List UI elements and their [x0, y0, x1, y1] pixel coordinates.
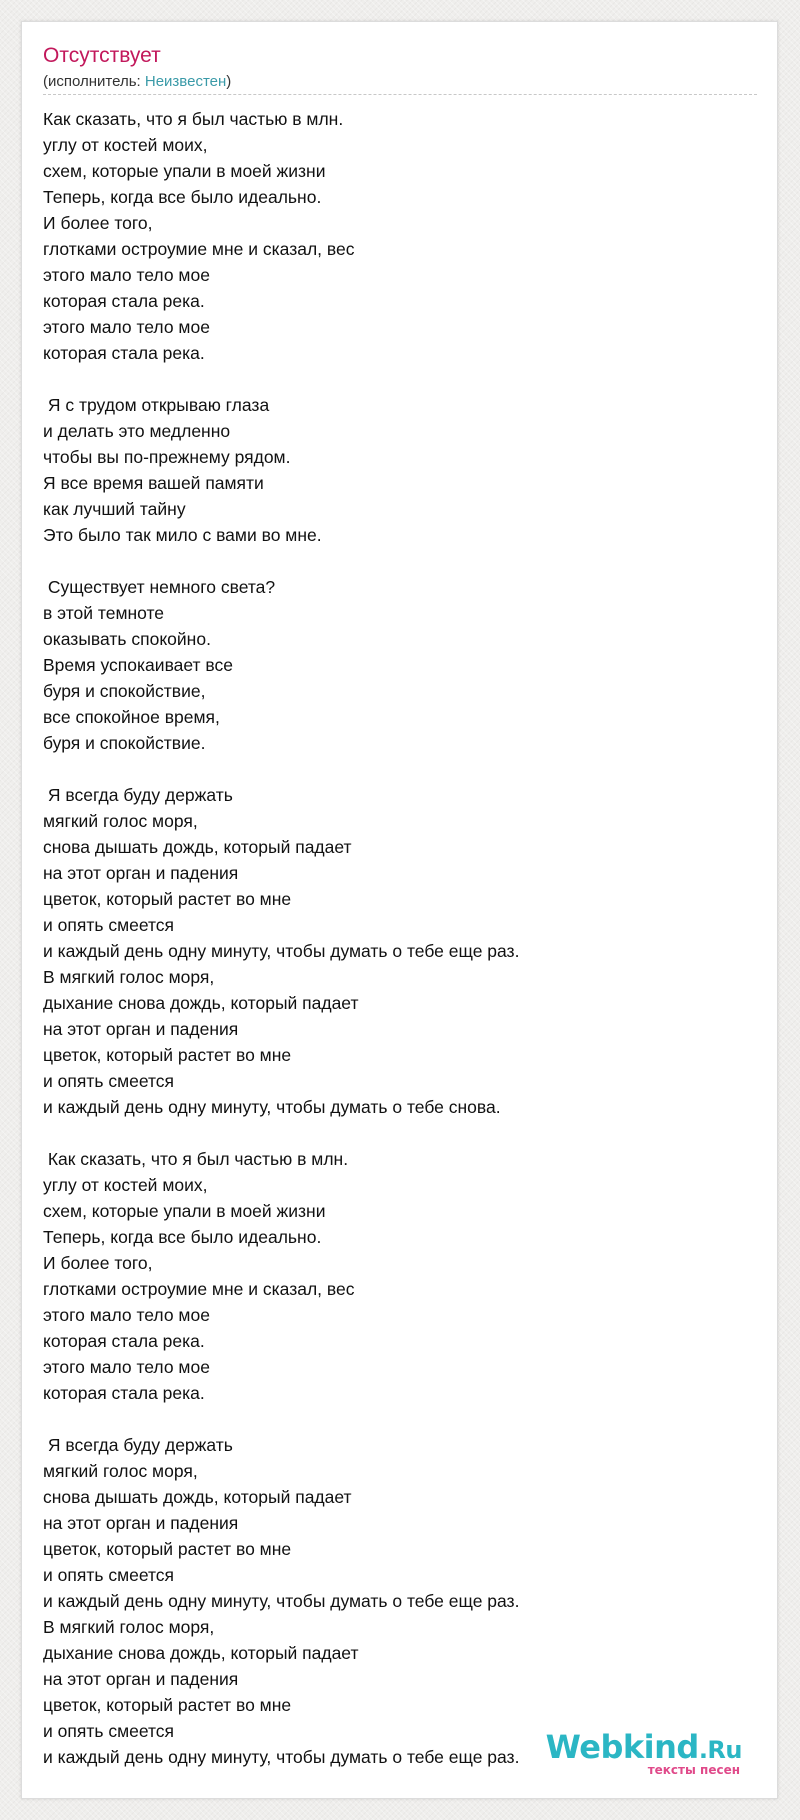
stanza-gap — [43, 756, 763, 782]
lyrics-line: на этот орган и падения — [43, 1019, 239, 1039]
lyrics-line: Как сказать, что я был частью в млн. — [43, 109, 344, 129]
lyrics-line: Время успокаивает все — [43, 655, 234, 675]
song-title: Отсутствует — [43, 44, 161, 67]
lyrics-line: В мягкий голос моря, — [43, 1617, 215, 1637]
lyrics-line: этого мало тело мое — [43, 1357, 210, 1377]
lyrics-line: Теперь, когда все было идеально. — [43, 1227, 322, 1247]
lyrics-line: все спокойное время, — [43, 707, 220, 727]
lyrics-line: и каждый день одну минуту, чтобы думать о тебе еще раз. — [43, 941, 520, 961]
lyrics-line: и делать это медленно — [43, 421, 231, 441]
artist-suffix: ) — [226, 73, 232, 90]
lyrics-line: и опять смеется — [43, 915, 175, 935]
lyrics-line: цветок, который растет во мне — [43, 1695, 292, 1715]
lyrics-line: на этот орган и падения — [43, 1669, 239, 1689]
lyrics-line: которая стала река. — [43, 343, 205, 363]
lyrics-line: схем, которые упали в моей жизни — [43, 1201, 326, 1221]
lyrics-line: на этот орган и падения — [43, 1513, 239, 1533]
lyrics-line: и опять смеется — [43, 1721, 175, 1741]
lyrics-line: этого мало тело мое — [43, 1305, 210, 1325]
lyrics-line: цветок, который растет во мне — [43, 1045, 292, 1065]
site-logo[interactable] — [546, 1730, 742, 1776]
lyrics-line: Я с трудом открываю глаза — [43, 395, 270, 415]
lyrics-line: и опять смеется — [43, 1071, 175, 1091]
lyrics-card — [21, 21, 778, 1799]
title-divider — [43, 94, 757, 95]
lyrics-line: Это было так мило с вами во мне. — [43, 525, 322, 545]
stanza-gap — [43, 1120, 763, 1146]
lyrics-line: дыхание снова дождь, который падает — [43, 993, 359, 1013]
lyrics-line: Существует немного света? — [43, 577, 276, 597]
artist-line — [43, 73, 231, 91]
lyrics-line: и опять смеется — [43, 1565, 175, 1585]
lyrics-line: цветок, который растет во мне — [43, 1539, 292, 1559]
logo-name: Webkind — [545, 1728, 699, 1766]
lyrics-line: снова дышать дождь, который падает — [43, 837, 352, 857]
lyrics-line: дыхание снова дождь, который падает — [43, 1643, 359, 1663]
artist-link[interactable]: Неизвестен — [144, 73, 227, 90]
lyrics-line: как лучший тайну — [43, 499, 186, 519]
lyrics-line: глотками остроумие мне и сказал, вес — [43, 239, 355, 259]
lyrics-line: схем, которые упали в моей жизни — [43, 161, 326, 181]
lyrics-line: И более того, — [43, 1253, 153, 1273]
lyrics-line: этого мало тело мое — [43, 265, 210, 285]
lyrics-line: и каждый день одну минуту, чтобы думать о тебе снова. — [43, 1097, 501, 1117]
lyrics-line: чтобы вы по-прежнему рядом. — [43, 447, 291, 467]
lyrics-text — [43, 106, 763, 1770]
lyrics-line: углу от костей моих, — [43, 1175, 208, 1195]
lyrics-line: мягкий голос моря, — [43, 811, 198, 831]
logo-tagline: тексты песен — [647, 1763, 740, 1777]
lyrics-line: этого мало тело мое — [43, 317, 210, 337]
lyrics-line: которая стала река. — [43, 1383, 205, 1403]
lyrics-line: Как сказать, что я был частью в млн. — [43, 1149, 349, 1169]
lyrics-line: Теперь, когда все было идеально. — [43, 187, 322, 207]
artist-prefix: (исполнитель: — [43, 73, 145, 90]
lyrics-line: в этой темноте — [43, 603, 165, 623]
lyrics-line: которая стала река. — [43, 1331, 205, 1351]
stanza-gap — [43, 1406, 763, 1432]
lyrics-line: Я всегда буду держать — [43, 785, 233, 805]
lyrics-line: глотками остроумие мне и сказал, вес — [43, 1279, 355, 1299]
lyrics-line: и каждый день одну минуту, чтобы думать о тебе еще раз. — [43, 1591, 520, 1611]
logo-wordmark — [546, 1730, 742, 1767]
logo-tld: .Ru — [698, 1736, 742, 1764]
lyrics-line: углу от костей моих, — [43, 135, 208, 155]
lyrics-line: В мягкий голос моря, — [43, 967, 215, 987]
lyrics-line: и каждый день одну минуту, чтобы думать о тебе еще раз. — [43, 1747, 520, 1767]
lyrics-line: снова дышать дождь, который падает — [43, 1487, 352, 1507]
lyrics-line: оказывать спокойно. — [43, 629, 211, 649]
stanza-gap — [43, 366, 763, 392]
lyrics-line: буря и спокойствие, — [43, 681, 206, 701]
lyrics-line: Я все время вашей памяти — [43, 473, 264, 493]
stanza-gap — [43, 548, 763, 574]
lyrics-line: которая стала река. — [43, 291, 205, 311]
lyrics-line: мягкий голос моря, — [43, 1461, 198, 1481]
lyrics-line: цветок, который растет во мне — [43, 889, 292, 909]
lyrics-line: И более того, — [43, 213, 153, 233]
lyrics-line: Я всегда буду держать — [43, 1435, 233, 1455]
lyrics-line: буря и спокойствие. — [43, 733, 206, 753]
lyrics-line: на этот орган и падения — [43, 863, 239, 883]
